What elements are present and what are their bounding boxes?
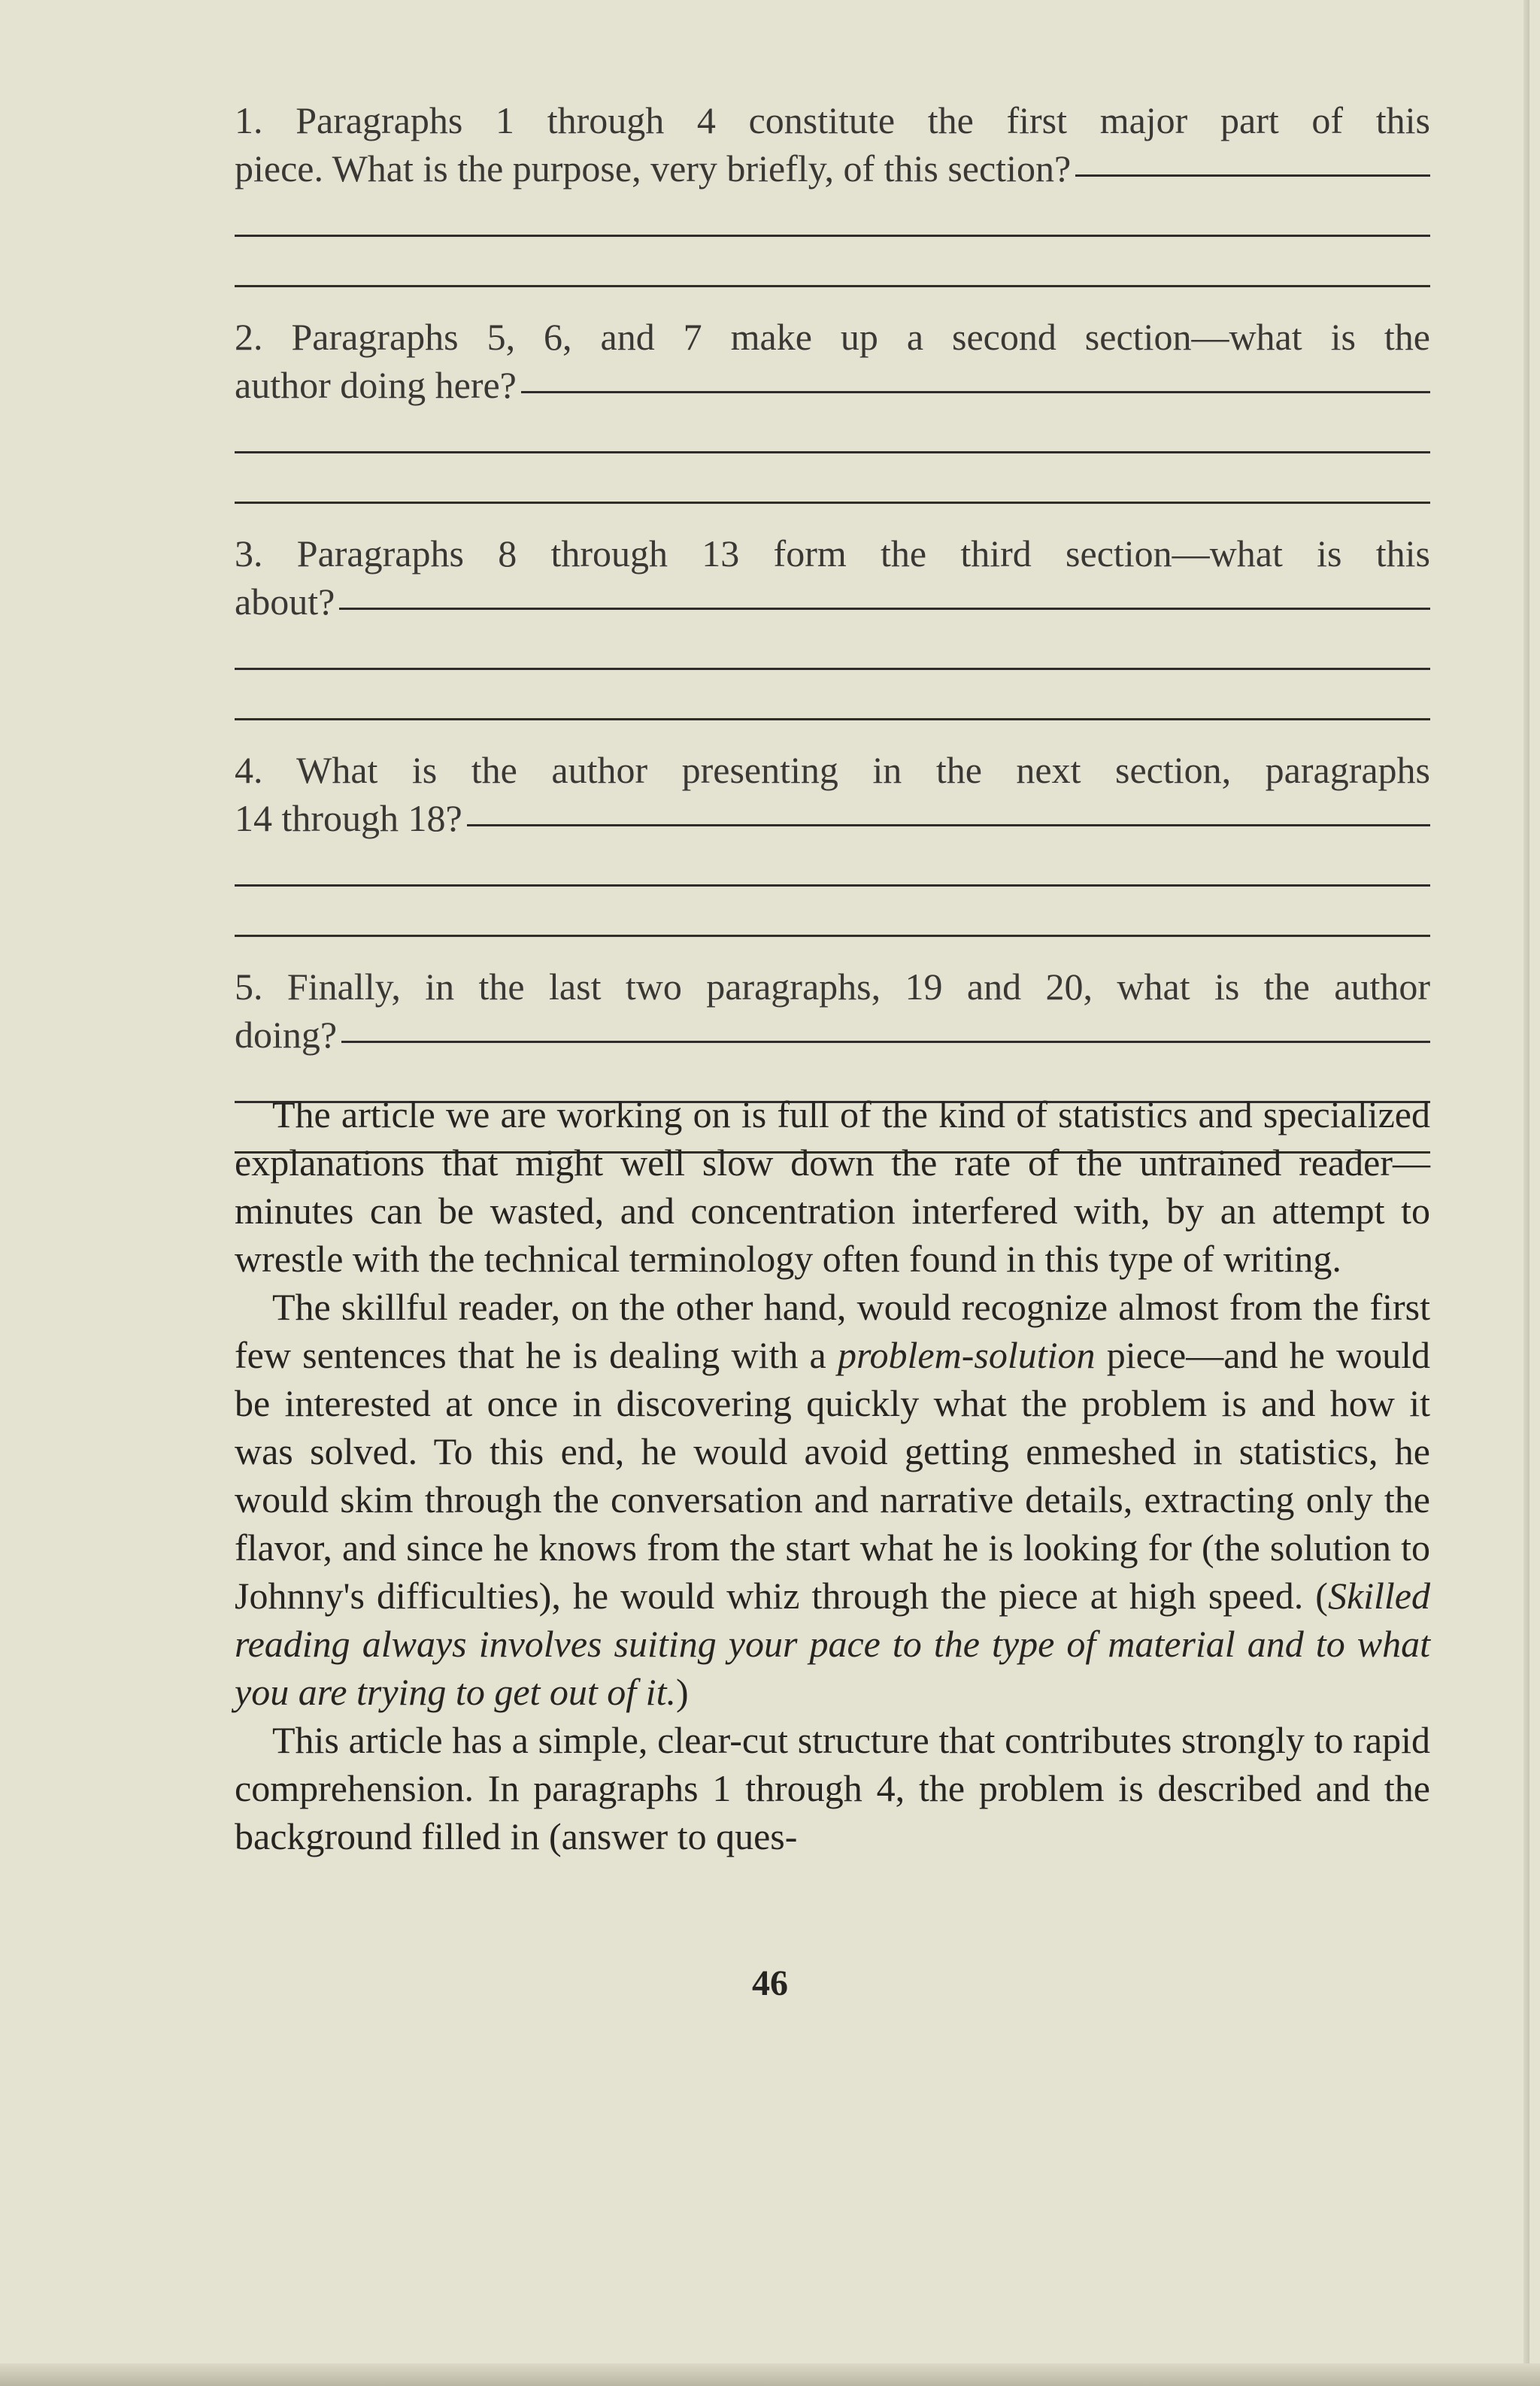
question-2 [235, 313, 1430, 504]
answer-line[interactable] [235, 884, 1430, 887]
emphasis-skilled-reading: Skilled reading always involves suiting your pace to the type of material and to what you are trying to get out of it. [235, 1575, 1430, 1713]
question-5-line1: 5. Finally, in the last two paragraphs, 19 and 20, what is the author [235, 966, 1430, 1008]
question-1-line2: piece. What is the purpose, very briefly, of this section? [235, 147, 1072, 189]
answer-line[interactable] [235, 451, 1430, 453]
question-4 [235, 746, 1430, 937]
paragraph-2: The skillful reader, on the other hand, would recognize almost from the first few sentences that he is dealing with a problem-solution piece—and he would be interested at once in discovering quickly what the problem is and how it was solved. To this end, he would avoid getting enmeshed in statistics, he would skim through the conversation and narrative details, extracting only the flavor, and since he knows from the start what he is looking for (the solution to Johnny's difficulties), he would whiz through the piece at high speed. (Skilled reading always involves suiting your pace to the type of material and to what you are trying to get out of it.) [235, 1286, 1430, 1713]
question-3-line1: 3. Paragraphs 8 through 13 form the third section—what is this [235, 532, 1431, 575]
answer-blank[interactable] [467, 824, 1430, 826]
question-3-line2: about? [235, 581, 335, 623]
page-number: 46 [752, 1963, 788, 2003]
paragraph-3: This article has a simple, clear-cut structure that contributes strongly to rapid comprehension. In paragraphs 1 through 4, the problem is described and the background filled in (answer to ques- [235, 1719, 1430, 1857]
answer-blank[interactable] [1075, 174, 1430, 177]
answer-line[interactable] [235, 668, 1430, 670]
question-2-line1: 2. Paragraphs 5, 6, and 7 make up a second section—what is the [235, 316, 1430, 358]
page-edge-right [1523, 0, 1529, 2386]
question-1-line1: 1. Paragraphs 1 through 4 constitute the first major part of this [235, 99, 1430, 141]
question-3 [235, 529, 1430, 720]
question-list [235, 96, 1430, 1179]
answer-line[interactable] [235, 502, 1430, 504]
question-5-line2: doing? [235, 1014, 338, 1056]
answer-line[interactable] [235, 235, 1430, 237]
paragraph-1: The article we are working on is full of the kind of statistics and specialized explanations that might well slow down the rate of the untrained reader—minutes can be wasted, and concentration interfered with, by an attempt to wrestle with the technical terminology often found in this type of writing. [235, 1093, 1430, 1280]
question-2-line2: author doing here? [235, 364, 517, 406]
answer-line[interactable] [235, 285, 1430, 287]
answer-blank[interactable] [339, 608, 1430, 610]
question-4-line2: 14 through 18? [235, 797, 462, 839]
emphasis-problem-solution: problem-solution [837, 1334, 1096, 1376]
answer-line[interactable] [235, 935, 1430, 937]
question-1 [235, 96, 1430, 287]
answer-blank[interactable] [341, 1041, 1430, 1043]
answer-line[interactable] [235, 718, 1430, 720]
answer-blank[interactable] [521, 391, 1430, 393]
question-4-line1: 4. What is the author presenting in the next section, paragraphs [235, 749, 1430, 791]
page-edge-bottom [0, 2363, 1540, 2386]
body-text [235, 1090, 1430, 1860]
